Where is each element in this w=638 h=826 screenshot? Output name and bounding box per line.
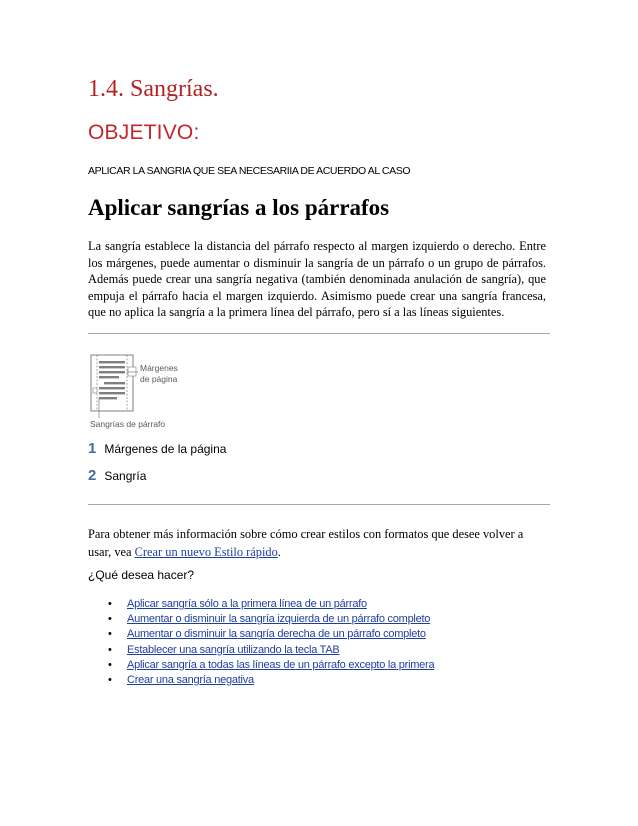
list-item (108, 674, 434, 689)
bullet: • (108, 673, 112, 686)
more-info-prefix: Para obtener más información sobre cómo crear estilos con formatos que desee volver a usar, vea (88, 527, 524, 559)
list-item (108, 628, 434, 643)
legend-item-2 (88, 467, 146, 484)
more-info-suffix: . (277, 545, 281, 559)
quick-style-link[interactable]: Crear un nuevo Estilo rápido (134, 545, 278, 559)
task-link[interactable]: Crear una sangría negativa (127, 673, 254, 686)
task-link[interactable]: Aumentar o disminuir la sangría izquierda de un párrafo completo (127, 613, 431, 626)
task-links-list (108, 598, 434, 689)
divider-bottom (88, 504, 550, 505)
list-item (108, 598, 434, 613)
task-link[interactable]: Aplicar sangría sólo a la primera línea de un párrafo (127, 598, 367, 610)
task-link[interactable]: Aplicar sangría a todas las líneas de un párrafo excepto la primera (127, 658, 435, 671)
section-heading: 1.4. Sangrías. (88, 76, 219, 102)
figure-label-margins-2: de página (140, 374, 178, 384)
more-info-paragraph (88, 525, 546, 561)
indent-diagram-svg (88, 352, 204, 430)
marker-2-box (93, 388, 97, 393)
intro-paragraph: La sangría establece la distancia del párrafo respecto al margen izquierdo o derecho. Entre los márgenes, puede aumentar o disminuir la sangría de un párrafo o un grupo de párrafos. Además puede crear una sangría negativa (también denominada anulación de sangría), que empuja el párrafo hacia el margen izquierdo. Asimismo puede crear una sangría francesa, que no aplica la sangría a la primera línea del párrafo, pero sí a las líneas siguientes. (88, 239, 546, 320)
bullet: • (108, 598, 112, 610)
bullet: • (108, 613, 112, 626)
indent-illustration (88, 352, 204, 430)
task-link[interactable]: Establecer una sangría utilizando la tecla TAB (127, 643, 340, 656)
legend-number: 1 (88, 440, 97, 457)
bullet: • (108, 643, 112, 656)
main-heading: Aplicar sangrías a los párrafos (88, 195, 390, 220)
legend-number: 2 (88, 467, 97, 484)
divider-top (88, 333, 550, 334)
figure-label-indent: Sangrías de párrafo (90, 419, 166, 429)
objective-text: APLICAR LA SANGRIA QUE SEA NECESARIIA DE ACUERDO AL CASO (88, 165, 411, 177)
legend-text: Márgenes de la página (104, 442, 227, 456)
bullet: • (108, 628, 112, 641)
marker-1-box (128, 367, 136, 376)
legend-text: Sangría (104, 469, 147, 483)
task-link[interactable]: Aumentar o disminuir la sangría derecha de un párrafo completo (127, 628, 426, 641)
list-item (108, 644, 434, 659)
list-item (108, 659, 434, 674)
legend-item-1 (88, 440, 226, 457)
bullet: • (108, 658, 112, 671)
figure-label-margins-1: Márgenes (140, 363, 178, 373)
list-item (108, 613, 434, 628)
what-to-do-question: ¿Qué desea hacer? (88, 568, 195, 582)
objetivo-heading: OBJETIVO: (88, 121, 200, 144)
